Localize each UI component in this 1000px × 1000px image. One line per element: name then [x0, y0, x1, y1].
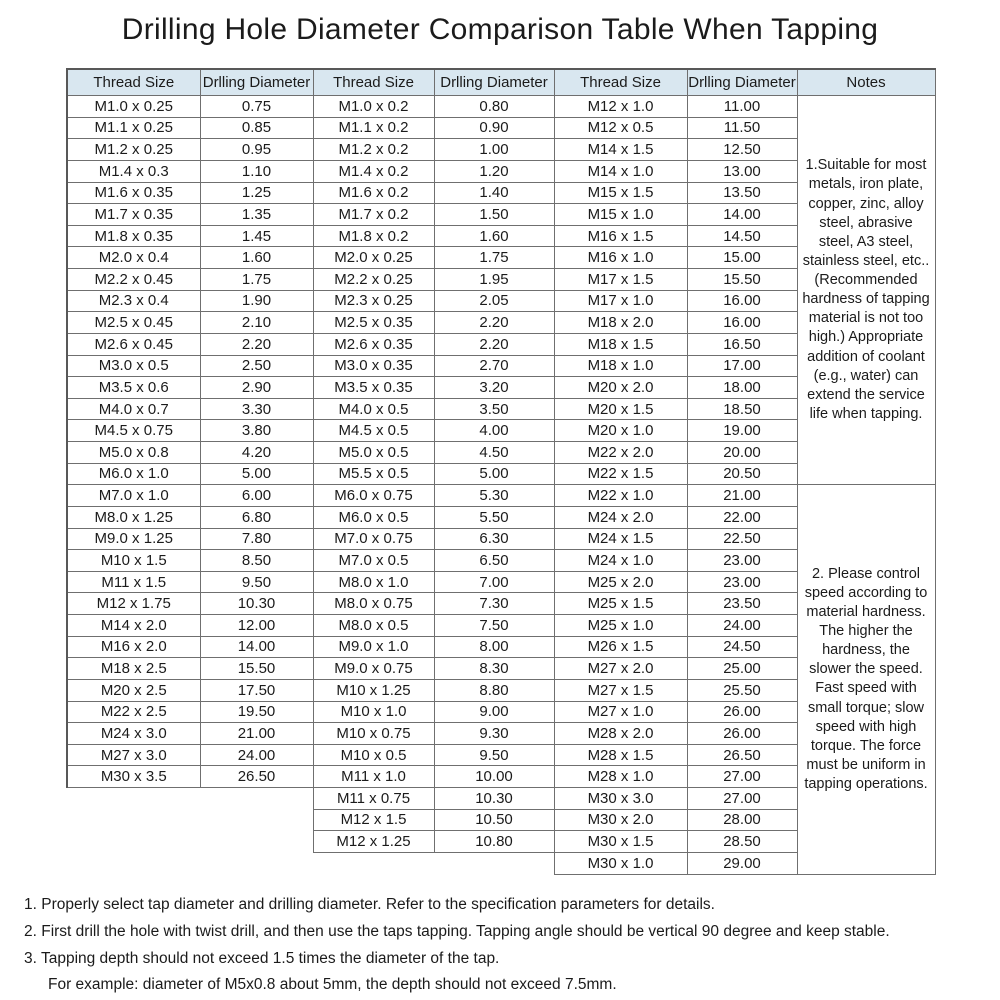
thread-size-cell: M30 x 3.0 — [554, 788, 687, 810]
drill-diameter-cell: 18.00 — [687, 377, 797, 399]
footer-note-2: 2. First drill the hole with twist drill, and then use the taps tapping. Tapping angle should be vertical 90 degree and keep stable. — [24, 922, 890, 940]
drill-diameter-cell: 27.00 — [687, 788, 797, 810]
table-header-row — [67, 69, 935, 96]
thread-size-cell: M6.0 x 0.75 — [313, 485, 434, 507]
thread-size-cell: M4.5 x 0.5 — [313, 420, 434, 442]
thread-size-cell: M28 x 1.0 — [554, 766, 687, 788]
drill-diameter-cell: 19.50 — [200, 701, 313, 723]
thread-size-cell: M26 x 1.5 — [554, 636, 687, 658]
table-row — [67, 96, 935, 118]
drill-diameter-cell: 6.80 — [200, 506, 313, 528]
thread-size-cell: M1.7 x 0.2 — [313, 204, 434, 226]
thread-size-cell: M20 x 2.0 — [554, 377, 687, 399]
footer-note-3: 3. Tapping depth should not exceed 1.5 times the diameter of the tap. — [24, 949, 500, 967]
drill-diameter-cell: 4.00 — [434, 420, 554, 442]
thread-size-cell: M2.0 x 0.4 — [67, 247, 200, 269]
drill-diameter-cell: 5.00 — [434, 463, 554, 485]
drill-diameter-cell: 11.00 — [687, 96, 797, 118]
drill-diameter-cell: 3.80 — [200, 420, 313, 442]
drill-diameter-cell: 8.80 — [434, 679, 554, 701]
drill-diameter-cell: 17.50 — [200, 679, 313, 701]
thread-size-cell: M1.8 x 0.2 — [313, 225, 434, 247]
drill-diameter-cell: 22.00 — [687, 506, 797, 528]
thread-size-cell: M8.0 x 1.25 — [67, 506, 200, 528]
thread-size-cell: M12 x 1.0 — [554, 96, 687, 118]
thread-size-cell: M28 x 2.0 — [554, 723, 687, 745]
drill-diameter-cell: 1.20 — [434, 160, 554, 182]
drill-diameter-cell: 2.10 — [200, 312, 313, 334]
drill-diameter-cell: 29.00 — [687, 852, 797, 874]
drill-diameter-cell: 21.00 — [200, 723, 313, 745]
drill-diameter-cell: 10.50 — [434, 809, 554, 831]
drill-diameter-cell: 9.30 — [434, 723, 554, 745]
drill-diameter-cell: 1.75 — [200, 269, 313, 291]
drill-diameter-cell: 16.00 — [687, 290, 797, 312]
thread-size-cell: M16 x 1.0 — [554, 247, 687, 269]
drill-diameter-cell: 10.80 — [434, 831, 554, 853]
thread-size-cell: M2.2 x 0.45 — [67, 269, 200, 291]
thread-size-cell: M20 x 1.5 — [554, 398, 687, 420]
drill-diameter-cell: 27.00 — [687, 766, 797, 788]
thread-size-cell: M12 x 0.5 — [554, 117, 687, 139]
drill-diameter-cell: 1.40 — [434, 182, 554, 204]
drill-diameter-cell: 0.90 — [434, 117, 554, 139]
thread-size-cell: M30 x 1.5 — [554, 831, 687, 853]
drill-diameter-cell: 1.45 — [200, 225, 313, 247]
thread-size-cell: M6.0 x 1.0 — [67, 463, 200, 485]
thread-size-cell: M1.6 x 0.2 — [313, 182, 434, 204]
thread-size-cell: M3.0 x 0.35 — [313, 355, 434, 377]
page-title: Drilling Hole Diameter Comparison Table When Tapping — [121, 13, 879, 46]
thread-size-cell: M1.4 x 0.2 — [313, 160, 434, 182]
drill-diameter-cell: 28.50 — [687, 831, 797, 853]
drill-diameter-cell: 7.80 — [200, 528, 313, 550]
drill-diameter-cell: 0.75 — [200, 96, 313, 118]
thread-size-cell: M30 x 1.0 — [554, 852, 687, 874]
drill-diameter-cell: 9.50 — [434, 744, 554, 766]
table-body — [67, 96, 935, 875]
drill-diameter-cell: 17.00 — [687, 355, 797, 377]
thread-size-cell: M18 x 2.0 — [554, 312, 687, 334]
thread-size-cell: M5.0 x 0.5 — [313, 442, 434, 464]
drill-diameter-cell: 1.50 — [434, 204, 554, 226]
thread-size-cell: M18 x 1.5 — [554, 333, 687, 355]
drill-diameter-cell: 12.00 — [200, 615, 313, 637]
drill-diameter-cell: 1.35 — [200, 204, 313, 226]
drill-diameter-cell: 10.00 — [434, 766, 554, 788]
empty-cell — [67, 809, 200, 831]
thread-size-cell: M27 x 3.0 — [67, 744, 200, 766]
thread-size-cell: M9.0 x 0.75 — [313, 658, 434, 680]
header-thread-size-1: Thread Size — [67, 69, 200, 96]
thread-size-cell: M5.0 x 0.8 — [67, 442, 200, 464]
thread-size-cell: M4.5 x 0.75 — [67, 420, 200, 442]
thread-size-cell: M22 x 1.0 — [554, 485, 687, 507]
thread-size-cell: M7.0 x 1.0 — [67, 485, 200, 507]
thread-size-cell: M17 x 1.5 — [554, 269, 687, 291]
drill-diameter-cell: 23.50 — [687, 593, 797, 615]
thread-size-cell: M11 x 1.5 — [67, 571, 200, 593]
thread-size-cell: M1.7 x 0.35 — [67, 204, 200, 226]
drill-diameter-cell: 26.00 — [687, 723, 797, 745]
drill-diameter-cell: 2.20 — [434, 312, 554, 334]
thread-size-cell: M4.0 x 0.7 — [67, 398, 200, 420]
thread-size-cell: M24 x 1.0 — [554, 550, 687, 572]
drill-diameter-cell: 3.30 — [200, 398, 313, 420]
thread-size-cell: M3.0 x 0.5 — [67, 355, 200, 377]
drill-diameter-cell: 4.20 — [200, 442, 313, 464]
drill-diameter-cell: 1.95 — [434, 269, 554, 291]
empty-cell — [200, 809, 313, 831]
thread-size-cell: M12 x 1.25 — [313, 831, 434, 853]
thread-size-cell: M14 x 1.0 — [554, 160, 687, 182]
thread-size-cell: M2.5 x 0.35 — [313, 312, 434, 334]
thread-size-cell: M7.0 x 0.5 — [313, 550, 434, 572]
drill-diameter-cell: 14.00 — [200, 636, 313, 658]
drill-diameter-cell: 9.00 — [434, 701, 554, 723]
drill-diameter-cell: 3.20 — [434, 377, 554, 399]
thread-size-cell: M15 x 1.5 — [554, 182, 687, 204]
note-cell-2: 2. Please control speed according to material hardness. The higher the hardness, the slower the speed. Fast speed with small torque; slow speed with high torque. The force must be uniform in tapping operations. — [797, 485, 935, 874]
drill-diameter-cell: 15.00 — [687, 247, 797, 269]
drill-diameter-cell: 2.05 — [434, 290, 554, 312]
drill-diameter-cell: 26.00 — [687, 701, 797, 723]
drill-diameter-cell: 0.95 — [200, 139, 313, 161]
thread-size-cell: M12 x 1.5 — [313, 809, 434, 831]
thread-size-cell: M30 x 2.0 — [554, 809, 687, 831]
empty-cell — [200, 831, 313, 853]
drill-diameter-cell: 1.25 — [200, 182, 313, 204]
drill-diameter-cell: 20.00 — [687, 442, 797, 464]
drill-diameter-cell: 25.50 — [687, 679, 797, 701]
thread-size-cell: M14 x 1.5 — [554, 139, 687, 161]
drill-diameter-cell: 26.50 — [687, 744, 797, 766]
thread-size-cell: M2.3 x 0.4 — [67, 290, 200, 312]
drill-diameter-cell: 24.00 — [200, 744, 313, 766]
thread-size-cell: M1.8 x 0.35 — [67, 225, 200, 247]
thread-size-cell: M10 x 1.0 — [313, 701, 434, 723]
thread-size-cell: M1.1 x 0.25 — [67, 117, 200, 139]
empty-cell — [200, 788, 313, 810]
thread-size-cell: M8.0 x 1.0 — [313, 571, 434, 593]
drill-diameter-cell: 2.50 — [200, 355, 313, 377]
drill-diameter-cell: 19.00 — [687, 420, 797, 442]
drill-diameter-cell: 1.00 — [434, 139, 554, 161]
table-row — [67, 485, 935, 507]
thread-size-cell: M15 x 1.0 — [554, 204, 687, 226]
drill-diameter-cell: 8.30 — [434, 658, 554, 680]
thread-size-cell: M24 x 1.5 — [554, 528, 687, 550]
thread-size-cell: M1.6 x 0.35 — [67, 182, 200, 204]
thread-size-cell: M1.0 x 0.2 — [313, 96, 434, 118]
thread-size-cell: M22 x 2.5 — [67, 701, 200, 723]
thread-size-cell: M10 x 1.5 — [67, 550, 200, 572]
drill-diameter-cell: 20.50 — [687, 463, 797, 485]
thread-size-cell: M20 x 2.5 — [67, 679, 200, 701]
drill-diameter-cell: 18.50 — [687, 398, 797, 420]
thread-size-cell: M10 x 1.25 — [313, 679, 434, 701]
drill-diameter-cell: 12.50 — [687, 139, 797, 161]
thread-size-cell: M2.6 x 0.45 — [67, 333, 200, 355]
drill-diameter-cell: 9.50 — [200, 571, 313, 593]
empty-cell — [313, 852, 434, 874]
drill-diameter-cell: 1.60 — [200, 247, 313, 269]
thread-size-cell: M22 x 1.5 — [554, 463, 687, 485]
header-drilling-diameter-2: Drlling Diameter — [434, 69, 554, 96]
drill-diameter-cell: 13.00 — [687, 160, 797, 182]
thread-size-cell: M28 x 1.5 — [554, 744, 687, 766]
thread-size-cell: M1.0 x 0.25 — [67, 96, 200, 118]
empty-cell — [67, 831, 200, 853]
thread-size-cell: M22 x 2.0 — [554, 442, 687, 464]
drill-diameter-cell: 28.00 — [687, 809, 797, 831]
thread-size-cell: M8.0 x 0.75 — [313, 593, 434, 615]
drill-diameter-cell: 7.00 — [434, 571, 554, 593]
drill-diameter-cell: 15.50 — [200, 658, 313, 680]
drill-diameter-cell: 10.30 — [200, 593, 313, 615]
drill-diameter-cell: 1.75 — [434, 247, 554, 269]
thread-size-cell: M30 x 3.5 — [67, 766, 200, 788]
thread-size-cell: M24 x 2.0 — [554, 506, 687, 528]
thread-size-cell: M16 x 2.0 — [67, 636, 200, 658]
header-notes: Notes — [797, 69, 935, 96]
thread-size-cell: M25 x 2.0 — [554, 571, 687, 593]
drill-diameter-cell: 6.00 — [200, 485, 313, 507]
header-drilling-diameter-1: Drlling Diameter — [200, 69, 313, 96]
thread-size-cell: M1.2 x 0.25 — [67, 139, 200, 161]
drill-diameter-cell: 2.70 — [434, 355, 554, 377]
drill-diameter-cell: 10.30 — [434, 788, 554, 810]
drill-diameter-cell: 5.30 — [434, 485, 554, 507]
thread-size-cell: M2.6 x 0.35 — [313, 333, 434, 355]
drill-diameter-cell: 14.00 — [687, 204, 797, 226]
thread-size-cell: M4.0 x 0.5 — [313, 398, 434, 420]
drill-diameter-cell: 22.50 — [687, 528, 797, 550]
thread-size-cell: M1.2 x 0.2 — [313, 139, 434, 161]
drill-diameter-cell: 7.50 — [434, 615, 554, 637]
drill-diameter-cell: 23.00 — [687, 571, 797, 593]
drill-diameter-cell: 2.20 — [200, 333, 313, 355]
drill-diameter-cell: 3.50 — [434, 398, 554, 420]
drill-diameter-cell: 21.00 — [687, 485, 797, 507]
thread-size-cell: M10 x 0.5 — [313, 744, 434, 766]
thread-size-cell: M9.0 x 1.0 — [313, 636, 434, 658]
drill-diameter-cell: 11.50 — [687, 117, 797, 139]
thread-size-cell: M18 x 2.5 — [67, 658, 200, 680]
thread-size-cell: M14 x 2.0 — [67, 615, 200, 637]
footer-note-4-example: For example: diameter of M5x0.8 about 5mm, the depth should not exceed 7.5mm. — [48, 976, 617, 994]
drill-diameter-cell: 2.90 — [200, 377, 313, 399]
drill-diameter-cell: 24.50 — [687, 636, 797, 658]
thread-size-cell: M12 x 1.75 — [67, 593, 200, 615]
drill-diameter-cell: 5.00 — [200, 463, 313, 485]
thread-size-cell: M9.0 x 1.25 — [67, 528, 200, 550]
thread-size-cell: M24 x 3.0 — [67, 723, 200, 745]
comparison-table — [66, 68, 936, 875]
thread-size-cell: M16 x 1.5 — [554, 225, 687, 247]
drill-diameter-cell: 8.00 — [434, 636, 554, 658]
drill-diameter-cell: 0.80 — [434, 96, 554, 118]
thread-size-cell: M20 x 1.0 — [554, 420, 687, 442]
note-cell-1: 1.Suitable for most metals, iron plate, copper, zinc, alloy steel, abrasive steel, A3 steel, stainless steel, etc..(Recommended hardness of tapping material is not too high.) Appropriate addition of coolant (e.g., water) can extend the service life when tapping. — [797, 96, 935, 485]
drill-diameter-cell: 1.10 — [200, 160, 313, 182]
thread-size-cell: M27 x 2.0 — [554, 658, 687, 680]
drill-diameter-cell: 16.00 — [687, 312, 797, 334]
thread-size-cell: M10 x 0.75 — [313, 723, 434, 745]
drill-diameter-cell: 15.50 — [687, 269, 797, 291]
thread-size-cell: M2.2 x 0.25 — [313, 269, 434, 291]
thread-size-cell: M6.0 x 0.5 — [313, 506, 434, 528]
drill-diameter-cell: 5.50 — [434, 506, 554, 528]
thread-size-cell: M1.1 x 0.2 — [313, 117, 434, 139]
empty-cell — [67, 852, 200, 874]
thread-size-cell: M2.5 x 0.45 — [67, 312, 200, 334]
drill-diameter-cell: 25.00 — [687, 658, 797, 680]
drill-diameter-cell: 7.30 — [434, 593, 554, 615]
empty-cell — [200, 852, 313, 874]
drill-diameter-cell: 14.50 — [687, 225, 797, 247]
thread-size-cell: M8.0 x 0.5 — [313, 615, 434, 637]
thread-size-cell: M25 x 1.0 — [554, 615, 687, 637]
drill-diameter-cell: 0.85 — [200, 117, 313, 139]
thread-size-cell: M27 x 1.5 — [554, 679, 687, 701]
empty-cell — [434, 852, 554, 874]
drill-diameter-table — [66, 68, 936, 875]
empty-cell — [67, 788, 200, 810]
thread-size-cell: M2.0 x 0.25 — [313, 247, 434, 269]
drill-diameter-cell: 2.20 — [434, 333, 554, 355]
thread-size-cell: M11 x 1.0 — [313, 766, 434, 788]
thread-size-cell: M11 x 0.75 — [313, 788, 434, 810]
thread-size-cell: M3.5 x 0.35 — [313, 377, 434, 399]
drill-diameter-cell: 6.30 — [434, 528, 554, 550]
header-thread-size-3: Thread Size — [554, 69, 687, 96]
thread-size-cell: M3.5 x 0.6 — [67, 377, 200, 399]
drill-diameter-cell: 6.50 — [434, 550, 554, 572]
drill-diameter-cell: 13.50 — [687, 182, 797, 204]
thread-size-cell: M7.0 x 0.75 — [313, 528, 434, 550]
drill-diameter-cell: 26.50 — [200, 766, 313, 788]
drill-diameter-cell: 24.00 — [687, 615, 797, 637]
footer-instructions — [24, 892, 984, 999]
drill-diameter-cell: 1.60 — [434, 225, 554, 247]
thread-size-cell: M5.5 x 0.5 — [313, 463, 434, 485]
thread-size-cell: M27 x 1.0 — [554, 701, 687, 723]
footer-note-1: 1. Properly select tap diameter and drilling diameter. Refer to the specification parameters for details. — [24, 896, 715, 913]
thread-size-cell: M18 x 1.0 — [554, 355, 687, 377]
header-thread-size-2: Thread Size — [313, 69, 434, 96]
thread-size-cell: M17 x 1.0 — [554, 290, 687, 312]
thread-size-cell: M2.3 x 0.25 — [313, 290, 434, 312]
drill-diameter-cell: 23.00 — [687, 550, 797, 572]
drill-diameter-cell: 8.50 — [200, 550, 313, 572]
drill-diameter-cell: 1.90 — [200, 290, 313, 312]
thread-size-cell: M25 x 1.5 — [554, 593, 687, 615]
thread-size-cell: M1.4 x 0.3 — [67, 160, 200, 182]
drill-diameter-cell: 16.50 — [687, 333, 797, 355]
header-drilling-diameter-3: Drlling Diameter — [687, 69, 797, 96]
drill-diameter-cell: 4.50 — [434, 442, 554, 464]
